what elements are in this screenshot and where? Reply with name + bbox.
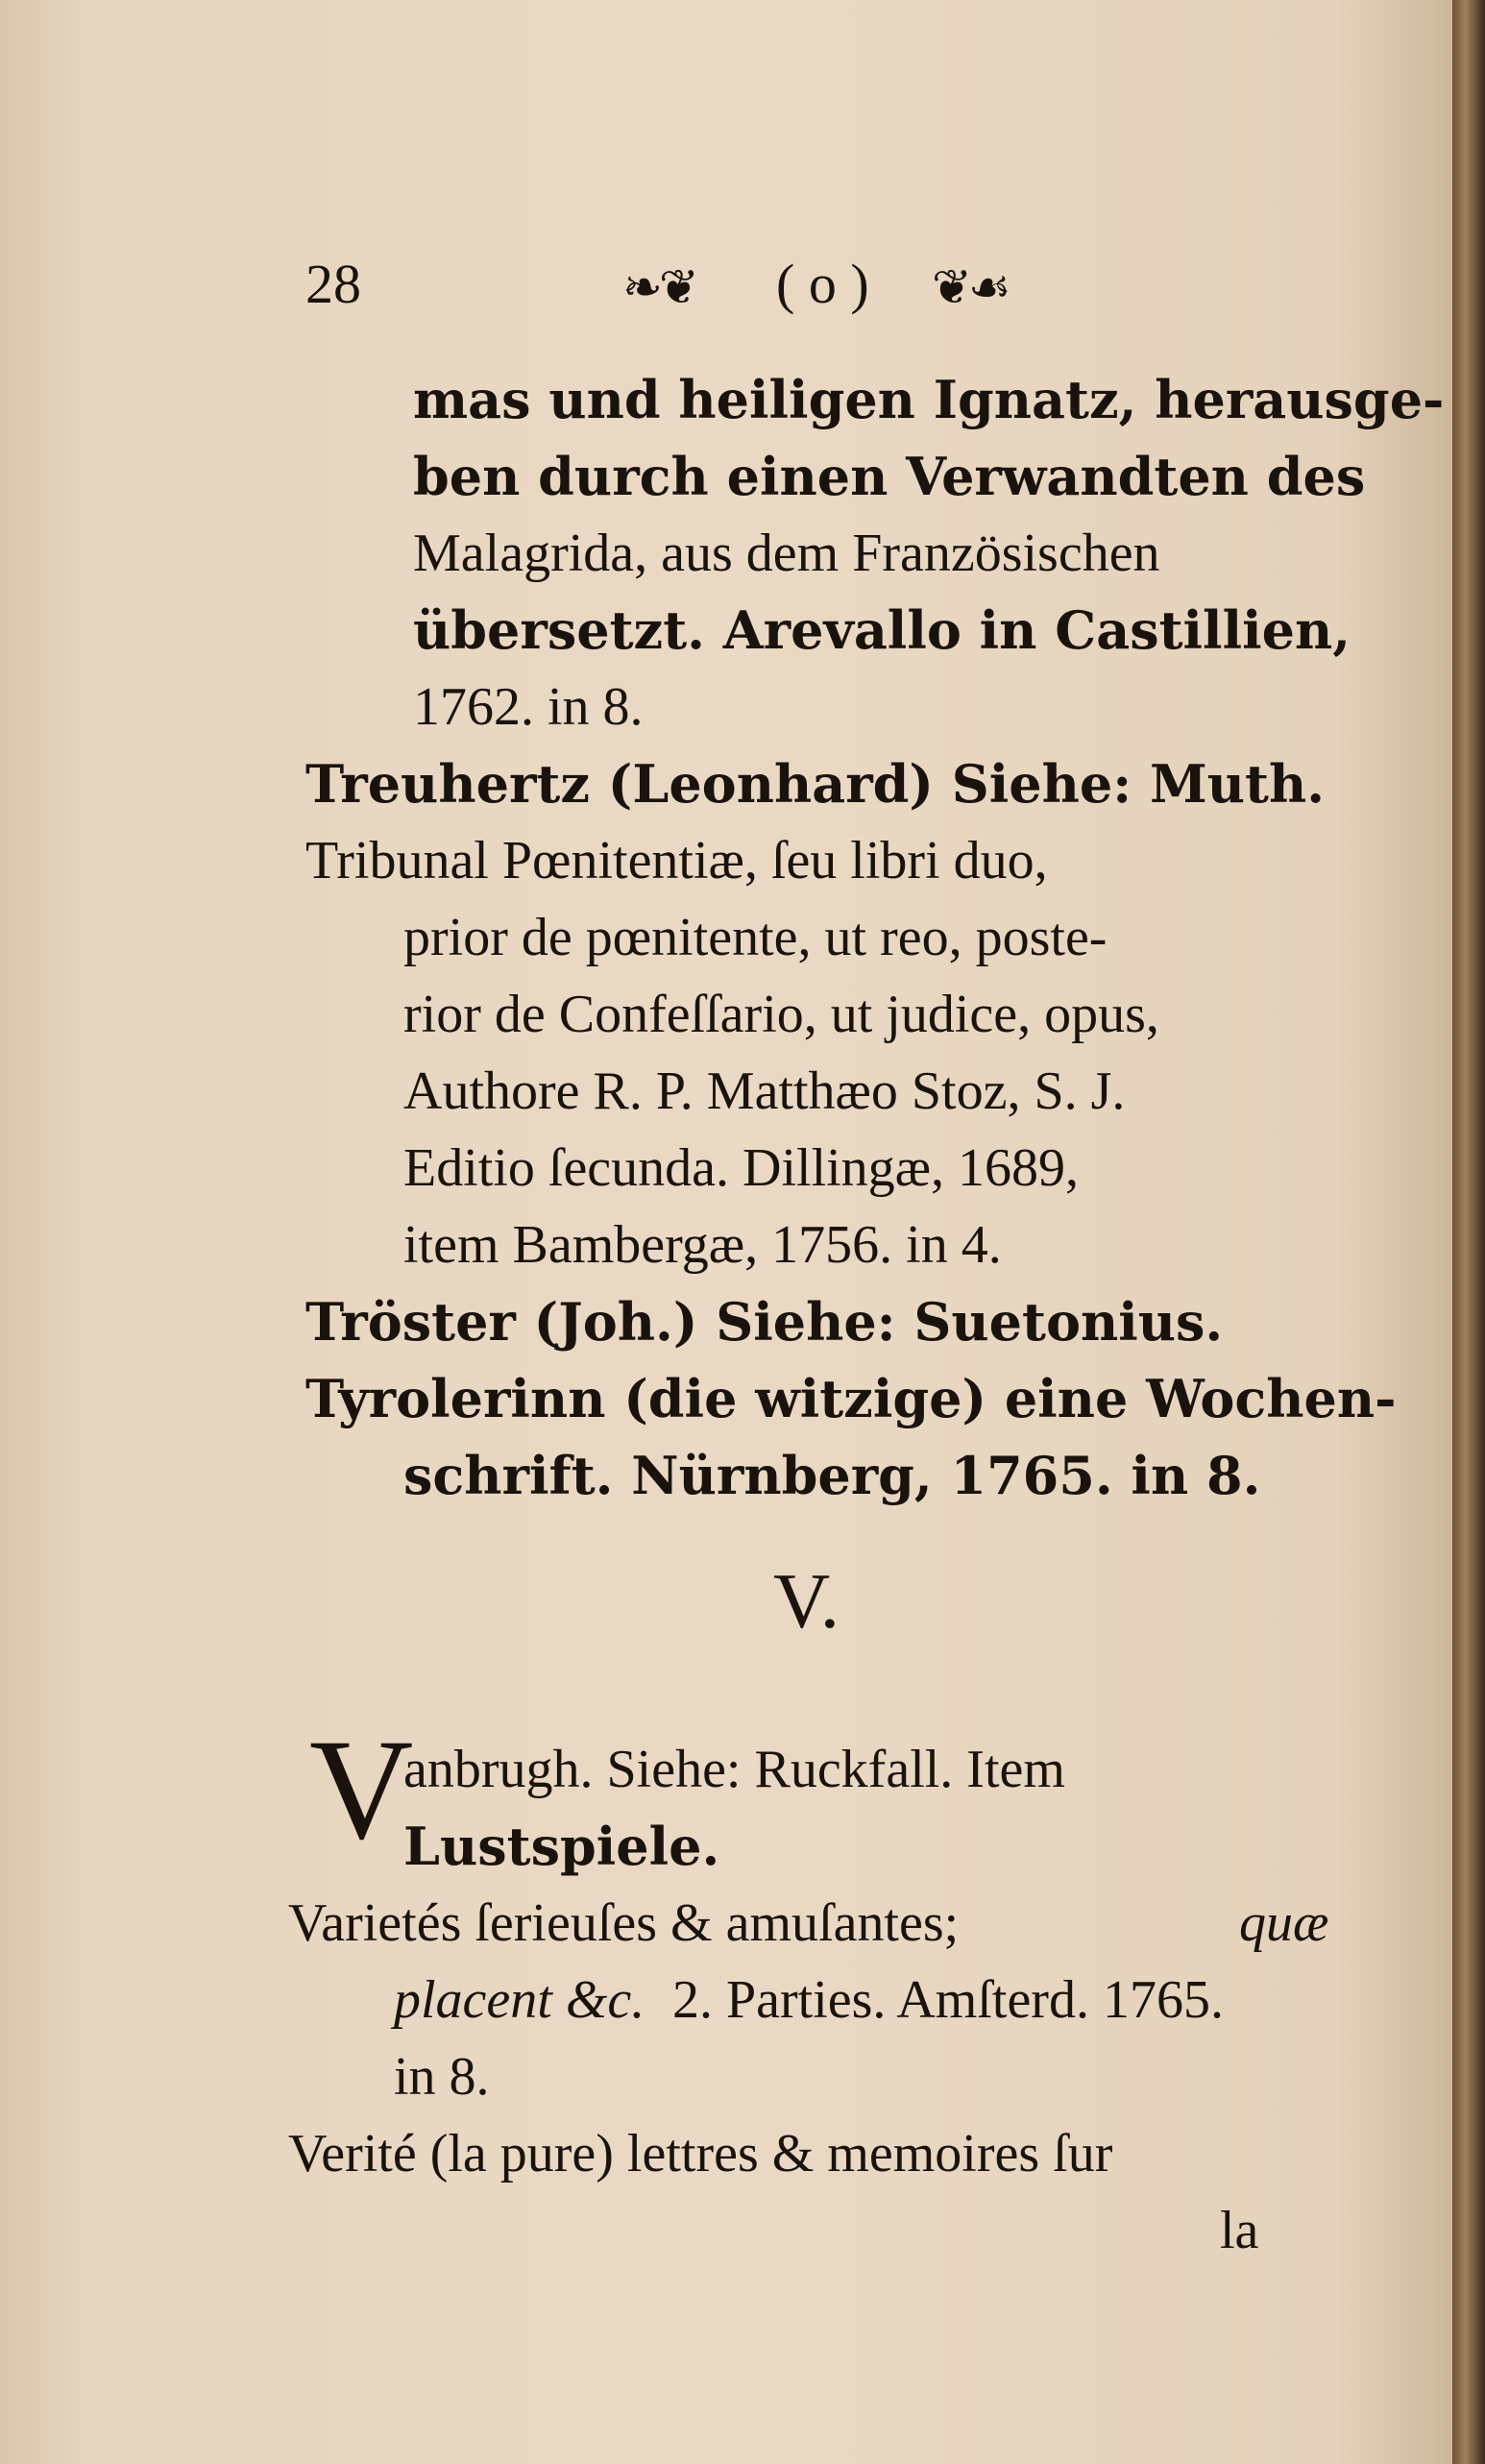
text-line: Authore R. P. Matthæo Stoz, S. J.: [403, 1061, 1126, 1121]
text-line: ben durch einen Verwandten des: [413, 446, 1366, 507]
text-line: mas und heiligen Ignatz, herausge-: [413, 369, 1445, 430]
entry-heading: Varietés ſerieuſes & amuſantes;: [288, 1893, 960, 1953]
text-line: item Bambergæ, 1756. in 4.: [403, 1215, 1002, 1275]
text-line-italic: quæ: [1239, 1893, 1329, 1953]
text-line: 2. Parties. Amſterd. 1765.: [672, 1970, 1224, 2030]
text-line: Malagrida, aus dem Französischen: [413, 524, 1160, 583]
ornament-right-icon: ❦☙: [932, 259, 1008, 315]
page-edge: [1452, 0, 1485, 2464]
text-line: Lustspiele.: [403, 1816, 720, 1877]
drop-cap: V: [309, 1710, 414, 1869]
text-line: Editio ſecunda. Dillingæ, 1689,: [403, 1138, 1080, 1198]
entry-heading: Tribunal Pœnitentiæ, ſeu libri duo,: [305, 831, 1048, 890]
text-line: rior de Confeſſario, ut judice, opus,: [403, 985, 1159, 1044]
ornament-left-icon: ❧❦: [622, 259, 695, 315]
text-line: übersetzt. Arevallo in Castillien,: [413, 599, 1351, 661]
text-line: prior de pœnitente, ut reo, poste-: [403, 908, 1108, 967]
section-heading: V.: [773, 1557, 840, 1645]
text-line: schrift. Nürnberg, 1765. in 8.: [403, 1445, 1261, 1506]
text-line: in 8.: [394, 2047, 490, 2107]
text-line: 1762. in 8.: [413, 677, 644, 737]
text-line-italic: placent &c.: [394, 1970, 645, 2030]
entry-heading: Treuhertz (Leonhard) Siehe: Muth.: [305, 753, 1326, 815]
running-header: [305, 252, 1352, 329]
bleed-through-text: [279, 538, 295, 598]
catchword: la: [1220, 2201, 1259, 2260]
entry-heading: Verité (la pure) lettres & memoires ſur: [288, 2124, 1113, 2183]
header-center-mark: ( o ): [776, 253, 869, 315]
entry-heading: Tyrolerinn (die witzige) eine Wochen-: [305, 1368, 1397, 1429]
page-number: 28: [305, 253, 361, 315]
entry-heading: Tröster (Joh.) Siehe: Suetonius.: [305, 1291, 1224, 1353]
text-line: anbrugh. Siehe: Ruckfall. Item: [403, 1740, 1065, 1799]
